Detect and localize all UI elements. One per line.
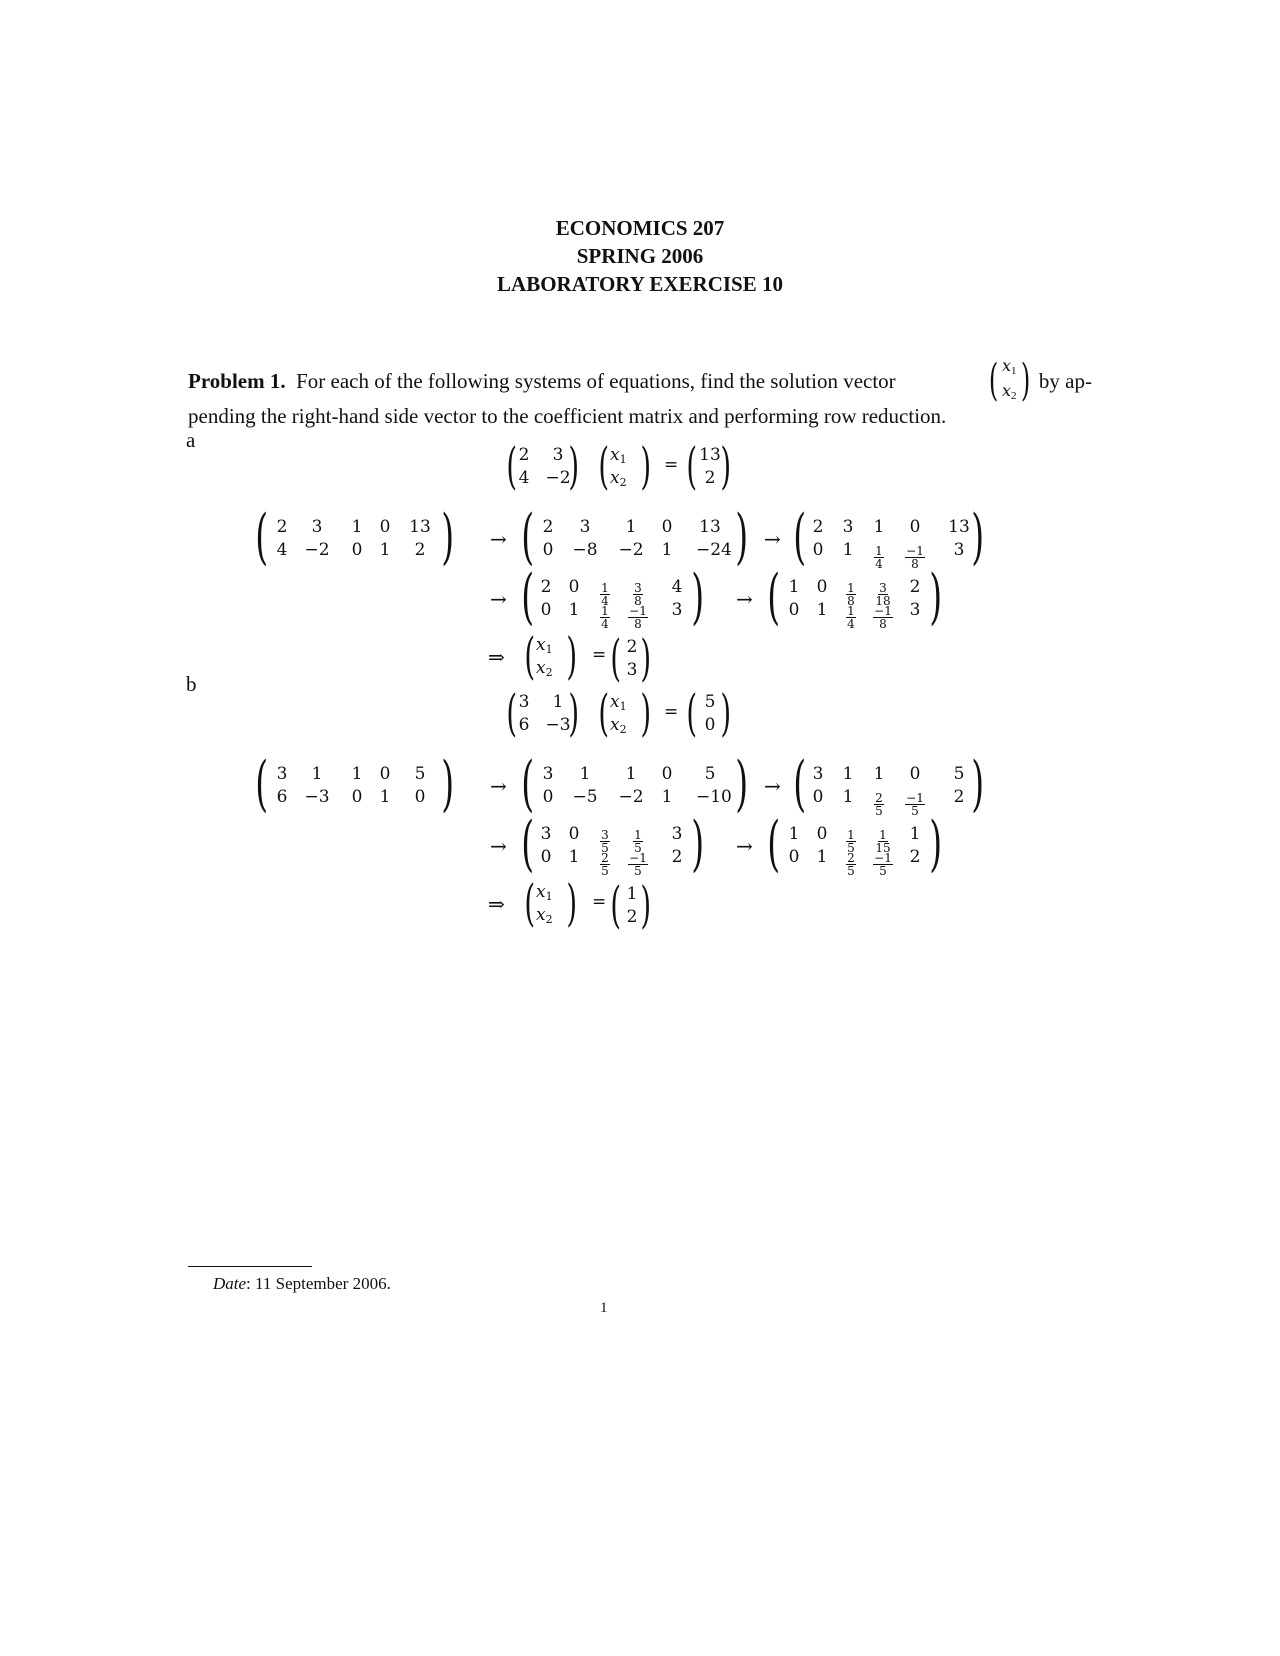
matrix-entry: 0 (542, 787, 554, 807)
vector-entry: $x_2$ (610, 468, 627, 489)
matrix-entry: 2 (671, 847, 683, 867)
vector-entry: $x_2$ (536, 658, 553, 679)
matrix-entry: 5 (953, 764, 965, 784)
matrix-entry: 0 (909, 764, 921, 784)
term-title: SPRING 2006 (576, 244, 704, 268)
fraction: $\frac{1}{4}$ (601, 604, 609, 631)
matrix-entry: 1 (311, 764, 323, 784)
right-paren: ) (566, 874, 578, 932)
left-paren: ( (686, 684, 698, 742)
right-paren: ) (735, 502, 749, 572)
problem-text-line2: pending the right-hand side vector to the coefficient matrix and performing row reduction. (188, 404, 947, 428)
fraction: $\frac{1}{8}$ (847, 581, 855, 608)
matrix-entry: 1 (579, 764, 591, 784)
row-reduce-arrow: → (736, 587, 753, 611)
matrix-entry: −2 (545, 468, 571, 488)
matrix-entry: 3 (552, 445, 564, 465)
solution-vector (610, 629, 652, 687)
matrix-entry: 0 (812, 540, 824, 560)
matrix-entry: 3 (671, 824, 683, 844)
row-reduce-arrow: → (490, 527, 507, 551)
matrix-entry: −10 (696, 787, 732, 807)
fraction: $\frac{1}{5}$ (847, 828, 855, 855)
right-paren: ) (441, 502, 455, 572)
matrix-entry: 3 (626, 660, 638, 680)
coefficient-matrix (506, 437, 580, 495)
left-paren: ( (524, 627, 536, 685)
rhs-vector (686, 684, 732, 742)
right-paren: ) (441, 749, 455, 819)
equals-sign: = (664, 455, 679, 475)
matrix-entry: −5 (572, 787, 598, 807)
matrix-entry: 2 (953, 787, 965, 807)
x-vector (598, 437, 652, 495)
left-paren: ( (598, 437, 610, 495)
left-paren: ( (767, 809, 781, 879)
matrix-entry: 0 (379, 764, 391, 784)
coefficient-matrix (506, 684, 580, 742)
matrix-entry: 4 (276, 540, 288, 560)
matrix-entry (901, 787, 929, 817)
solution-vector: ( $x_1$ $x_2$ ) (988, 355, 1030, 406)
augmented-matrix (767, 562, 943, 632)
matrix-entry: 1 (568, 600, 580, 620)
left-paren: ( (521, 749, 535, 819)
matrix-entry: 3 (909, 600, 921, 620)
matrix-entry: 6 (276, 787, 288, 807)
right-paren: ) (568, 437, 580, 495)
row-reduce-arrow: → (490, 774, 507, 798)
right-paren: ) (929, 809, 943, 879)
left-paren: ( (255, 502, 269, 572)
matrix-entry: 0 (909, 517, 921, 537)
matrix-entry: 0 (788, 600, 800, 620)
left-paren: ( (521, 562, 535, 632)
matrix-entry: 4 (518, 468, 530, 488)
matrix-entry (837, 600, 865, 630)
matrix-entry: 0 (351, 540, 363, 560)
fraction: $\frac{-1}{5}$ (629, 851, 647, 878)
footnote: Date: 11 September 2006. (213, 1274, 391, 1293)
problem-text-tail: by ap- (1038, 369, 1092, 393)
matrix-entry: 1 (816, 600, 828, 620)
matrix-entry (869, 600, 897, 630)
course-title: ECONOMICS 207 (555, 216, 725, 240)
row-reduce-arrow: → (764, 527, 781, 551)
left-paren: ( (506, 437, 518, 495)
right-paren: ) (720, 437, 732, 495)
matrix-entry: 2 (812, 517, 824, 537)
fraction: $\frac{1}{4}$ (875, 544, 883, 571)
equals-sign: = (592, 645, 607, 665)
vector-entry: $x_1$ (536, 882, 553, 903)
right-paren: ) (640, 876, 652, 934)
fraction: $\frac{2}{5}$ (601, 851, 609, 878)
matrix-entry: 0 (788, 847, 800, 867)
matrix-entry: 3 (842, 517, 854, 537)
matrix-entry: 13 (948, 517, 970, 537)
matrix-entry (869, 847, 897, 877)
matrix-entry: 4 (671, 577, 683, 597)
matrix-entry: 0 (540, 600, 552, 620)
footnote-rule (188, 1266, 312, 1267)
matrix-entry: 13 (699, 445, 721, 465)
left-paren: ( (793, 749, 807, 819)
matrix-entry: 0 (661, 764, 673, 784)
fraction: $\frac{3}{8}$ (634, 581, 642, 608)
matrix-entry: 0 (812, 787, 824, 807)
matrix-entry: −2 (618, 540, 644, 560)
matrix-entry (624, 600, 652, 630)
matrix-entry: 3 (311, 517, 323, 537)
matrix-entry: 5 (704, 692, 716, 712)
fraction: $\frac{-1}{8}$ (629, 604, 647, 631)
page-number: 1 (600, 1300, 608, 1316)
matrix-entry: 0 (816, 577, 828, 597)
left-paren: ( (521, 502, 535, 572)
matrix-entry: 2 (540, 577, 552, 597)
augmented-matrix (793, 502, 985, 572)
row-reduce-arrow: → (490, 834, 507, 858)
fraction: $\frac{-1}{8}$ (874, 604, 892, 631)
fraction: $\frac{3}{18}$ (875, 581, 891, 608)
matrix-entry: 1 (842, 787, 854, 807)
vector-entry: $x_1$ (610, 445, 627, 466)
matrix-entry: 13 (409, 517, 431, 537)
right-paren: ) (691, 562, 705, 632)
augmented-matrix (521, 562, 705, 632)
part-b-label: b (186, 672, 197, 696)
solution-vector (610, 876, 652, 934)
matrix-entry: 3 (579, 517, 591, 537)
matrix-entry: 1 (552, 692, 564, 712)
augmented-matrix (767, 809, 943, 879)
matrix-entry: 3 (540, 824, 552, 844)
right-paren: ) (720, 684, 732, 742)
matrix-entry: 3 (518, 692, 530, 712)
vector-entry: $x_1$ (610, 692, 627, 713)
implies-arrow: ⇒ (488, 892, 505, 916)
matrix-entry: 1 (873, 764, 885, 784)
matrix-entry (624, 847, 652, 877)
right-paren: ) (568, 684, 580, 742)
matrix-entry: 2 (542, 517, 554, 537)
matrix-entry: 2 (626, 907, 638, 927)
fraction: $\frac{1}{5}$ (634, 828, 642, 855)
right-paren: ) (640, 437, 652, 495)
matrix-entry: 1 (379, 540, 391, 560)
augmented-matrix (521, 749, 749, 819)
right-paren: ) (691, 809, 705, 879)
matrix-entry: 1 (909, 824, 921, 844)
matrix-entry: 0 (568, 577, 580, 597)
matrix-entry: 1 (788, 577, 800, 597)
right-paren: ) (566, 627, 578, 685)
fraction: $\frac{2}{5}$ (847, 851, 855, 878)
matrix-entry (865, 540, 893, 570)
matrix-entry: 1 (661, 540, 673, 560)
left-paren: ( (521, 809, 535, 879)
equals-sign: = (592, 892, 607, 912)
augmented-matrix (255, 749, 455, 819)
right-paren: ) (640, 684, 652, 742)
matrix-entry: −3 (304, 787, 330, 807)
fraction: $\frac{-1}{5}$ (874, 851, 892, 878)
left-paren: ( (686, 437, 698, 495)
matrix-entry (865, 787, 893, 817)
matrix-entry: −3 (545, 715, 571, 735)
augmented-matrix (521, 502, 749, 572)
fraction: $\frac{3}{5}$ (601, 828, 609, 855)
matrix-entry: 2 (909, 847, 921, 867)
x-vector (598, 684, 652, 742)
matrix-entry: 6 (518, 715, 530, 735)
left-paren: ( (524, 874, 536, 932)
exercise-title: LABORATORY EXERCISE 10 (497, 272, 783, 296)
matrix-entry: 1 (842, 764, 854, 784)
matrix-entry: 1 (816, 847, 828, 867)
matrix-entry: 1 (661, 787, 673, 807)
matrix-entry: 3 (812, 764, 824, 784)
matrix-entry: 1 (625, 517, 637, 537)
vector-entry: $x_2$ (536, 905, 553, 926)
problem-text: For each of the following systems of equations, find the solution vector (296, 369, 896, 393)
fraction: $\frac{1}{4}$ (847, 604, 855, 631)
matrix-entry: 0 (661, 517, 673, 537)
right-paren: ) (971, 749, 985, 819)
matrix-entry: 0 (351, 787, 363, 807)
matrix-entry (901, 540, 929, 570)
matrix-entry: −8 (572, 540, 598, 560)
x-vector (524, 874, 578, 932)
left-paren: ( (767, 562, 781, 632)
matrix-entry: 0 (540, 847, 552, 867)
matrix-entry: 3 (276, 764, 288, 784)
matrix-entry (591, 600, 619, 630)
matrix-entry: 1 (568, 847, 580, 867)
problem-label: Problem 1. (188, 369, 286, 393)
matrix-entry: 2 (704, 468, 716, 488)
matrix-entry: 1 (625, 764, 637, 784)
matrix-entry: 2 (414, 540, 426, 560)
matrix-entry: 2 (909, 577, 921, 597)
matrix-entry: 1 (351, 517, 363, 537)
right-paren: ) (735, 749, 749, 819)
matrix-entry: 2 (626, 637, 638, 657)
fraction: $\frac{1}{15}$ (875, 828, 891, 855)
matrix-entry: 13 (699, 517, 721, 537)
left-paren: ( (610, 876, 622, 934)
matrix-entry: 0 (542, 540, 554, 560)
rhs-vector (686, 437, 732, 495)
vector-entry: $x_2$ (610, 715, 627, 736)
left-paren: ( (793, 502, 807, 572)
left-paren: ( (610, 629, 622, 687)
matrix-entry: −2 (618, 787, 644, 807)
matrix-entry: 1 (873, 517, 885, 537)
matrix-entry: 3 (542, 764, 554, 784)
matrix-entry: 0 (414, 787, 426, 807)
matrix-entry: 0 (816, 824, 828, 844)
implies-arrow: ⇒ (488, 645, 505, 669)
equals-sign: = (664, 702, 679, 722)
matrix-entry: −2 (304, 540, 330, 560)
matrix-entry: 0 (704, 715, 716, 735)
matrix-entry: 0 (568, 824, 580, 844)
fraction: $\frac{-1}{8}$ (906, 544, 924, 571)
x-vector (524, 627, 578, 685)
augmented-matrix (521, 809, 705, 879)
left-paren: ( (598, 684, 610, 742)
right-paren: ) (971, 502, 985, 572)
matrix-entry: 1 (842, 540, 854, 560)
matrix-entry: 1 (788, 824, 800, 844)
matrix-entry: 2 (276, 517, 288, 537)
matrix-entry: −24 (696, 540, 732, 560)
matrix-entry (837, 847, 865, 877)
matrix-entry: 1 (626, 884, 638, 904)
matrix-entry: 1 (379, 787, 391, 807)
matrix-entry: 0 (379, 517, 391, 537)
left-paren: ( (255, 749, 269, 819)
augmented-matrix (793, 749, 985, 819)
part-a-label: a (186, 428, 196, 452)
row-reduce-arrow: → (736, 834, 753, 858)
matrix-entry: 3 (953, 540, 965, 560)
right-paren: ) (929, 562, 943, 632)
left-paren: ( (506, 684, 518, 742)
matrix-entry: 5 (704, 764, 716, 784)
matrix-entry: 3 (671, 600, 683, 620)
matrix-entry: 2 (518, 445, 530, 465)
fraction: $\frac{1}{4}$ (601, 581, 609, 608)
vector-entry: $x_1$ (536, 635, 553, 656)
right-paren: ) (640, 629, 652, 687)
fraction: $\frac{-1}{5}$ (906, 791, 924, 818)
row-reduce-arrow: → (490, 587, 507, 611)
matrix-entry: 1 (351, 764, 363, 784)
augmented-matrix (255, 502, 455, 572)
fraction: $\frac{2}{5}$ (875, 791, 883, 818)
row-reduce-arrow: → (764, 774, 781, 798)
matrix-entry (591, 847, 619, 877)
matrix-entry: 5 (414, 764, 426, 784)
